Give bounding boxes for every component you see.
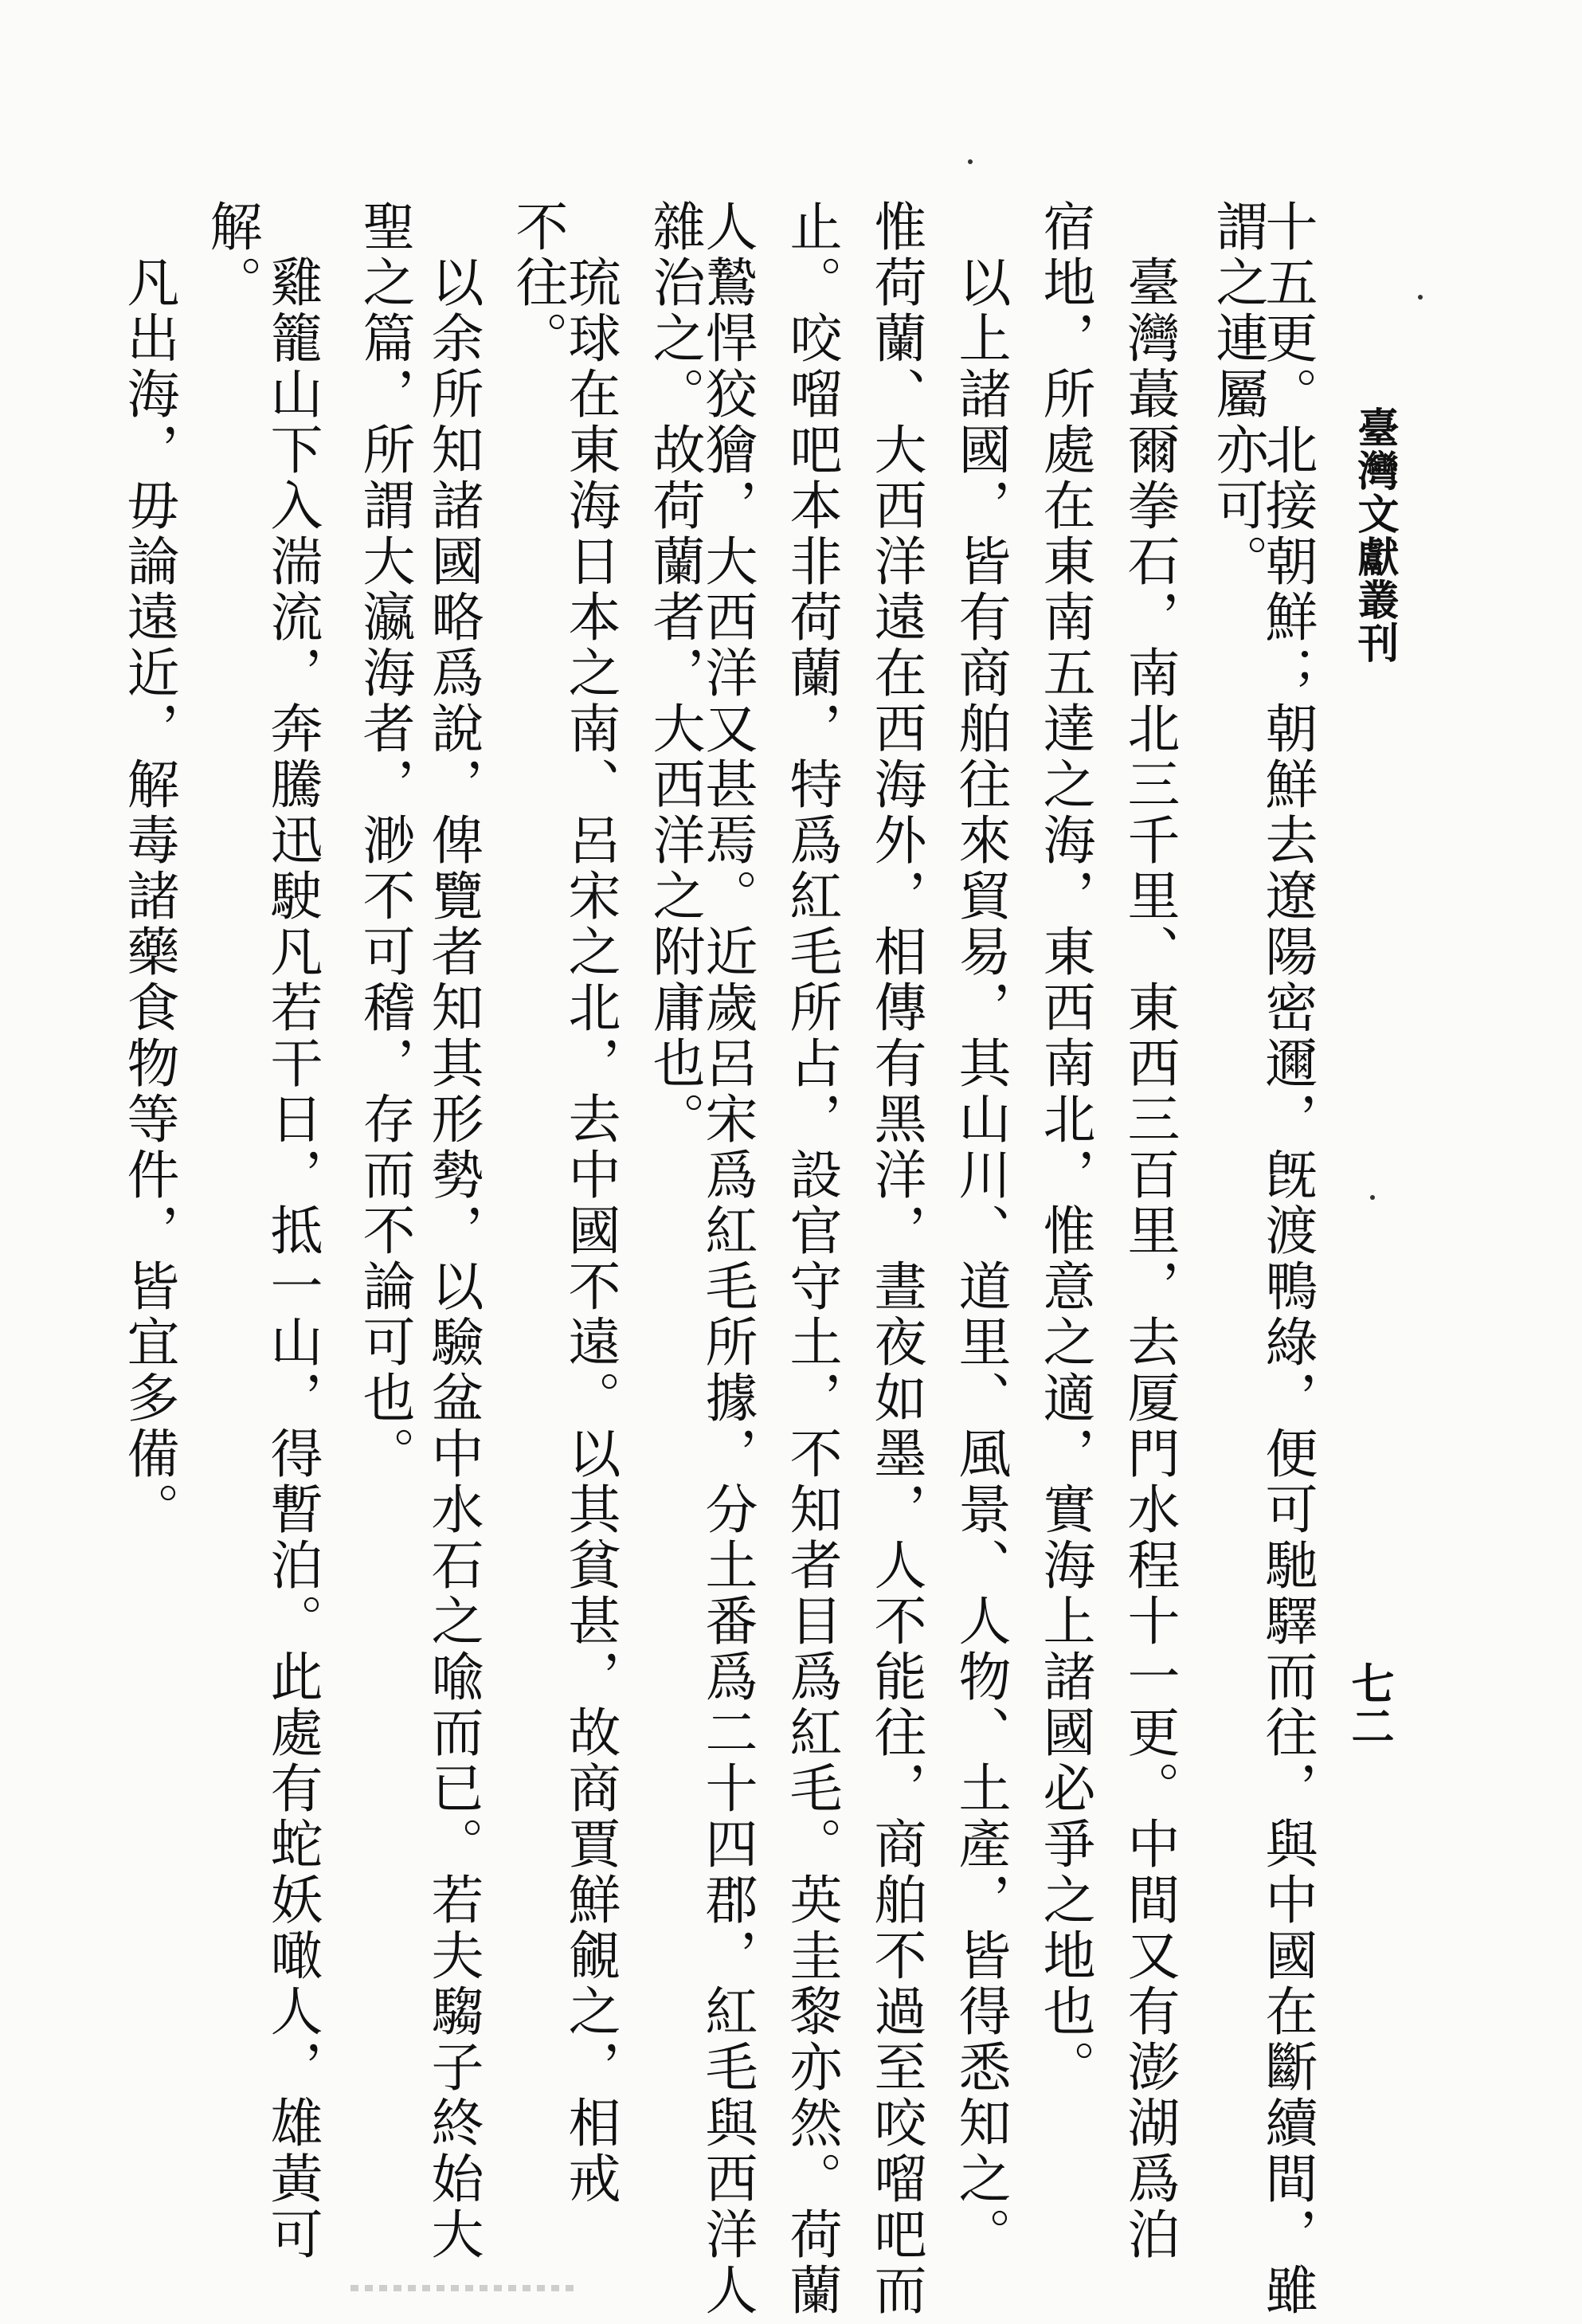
text-column: 不往。 — [507, 199, 568, 366]
scan-smudge — [350, 2285, 574, 2291]
text-column: 謂之連屬亦可。 — [1207, 199, 1268, 590]
text-column: 以余所知諸國略爲說，俾覽者知其形勢，以驗盆中水石之喩而已。若夫騶子終始大 — [422, 199, 484, 2263]
text-column: 以上諸國，皆有商舶往來貿易，其山川、道里、風景、人物、土產，皆得悉知之。 — [950, 199, 1011, 2263]
text-column: 惟荷蘭、大西洋遠在西海外，相傳有黑洋，晝夜如墨，人不能往，商舶不過至咬𠺕吧而 — [865, 199, 926, 2318]
text-column: 琉球在東海日本之南、呂宋之北，去中國不遠。以其貧甚，故商賈鮮覦之，相戒 — [559, 199, 621, 2207]
text-column: 宿地，所處在東南五達之海，東西南北，惟意之適，實海上諸國必爭之地也。 — [1034, 199, 1095, 2095]
margin-speck — [968, 159, 973, 164]
text-column: 雞籠山下入湍流，奔騰迅駛凡若干日，抵一山，得暫泊。此處有蛇妖噉人，雄黃可 — [261, 199, 323, 2263]
text-column: 凡出海，毋論遠近，解毒諸藥食物等件，皆宜多備。 — [118, 199, 179, 1538]
text-column: 解。 — [201, 199, 262, 311]
running-title: 臺灣文獻叢刊 — [1350, 406, 1399, 664]
text-column: 止。咬𠺕吧本非荷蘭，特爲紅毛所占，設官守土，不知者目爲紅毛。英圭黎亦然。荷蘭 — [781, 199, 842, 2318]
text-column: 人鷙悍狡獪，大西洋又甚焉。近歲呂宋爲紅毛所據，分土番爲二十四郡，紅毛與西洋人 — [696, 199, 758, 2318]
page-number: 七二 — [1345, 1661, 1396, 1747]
text-column: 雜治之。故荷蘭者，大西洋之附庸也。 — [644, 199, 705, 1147]
margin-speck — [1370, 1195, 1375, 1200]
text-column: 十五更。北接朝鮮；朝鮮去遼陽密邇，旣渡鴨綠，便可馳驛而往，與中國在斷續間，雖 — [1256, 199, 1318, 2318]
text-column: 臺灣蕞爾拳石，南北三千里、東西三百里，去厦門水程十一更。中間又有澎湖爲泊 — [1118, 199, 1180, 2263]
margin-speck — [1418, 295, 1423, 300]
text-column: 聖之篇，所謂大瀛海者，渺不可稽，存而不論可也。 — [354, 199, 415, 1482]
